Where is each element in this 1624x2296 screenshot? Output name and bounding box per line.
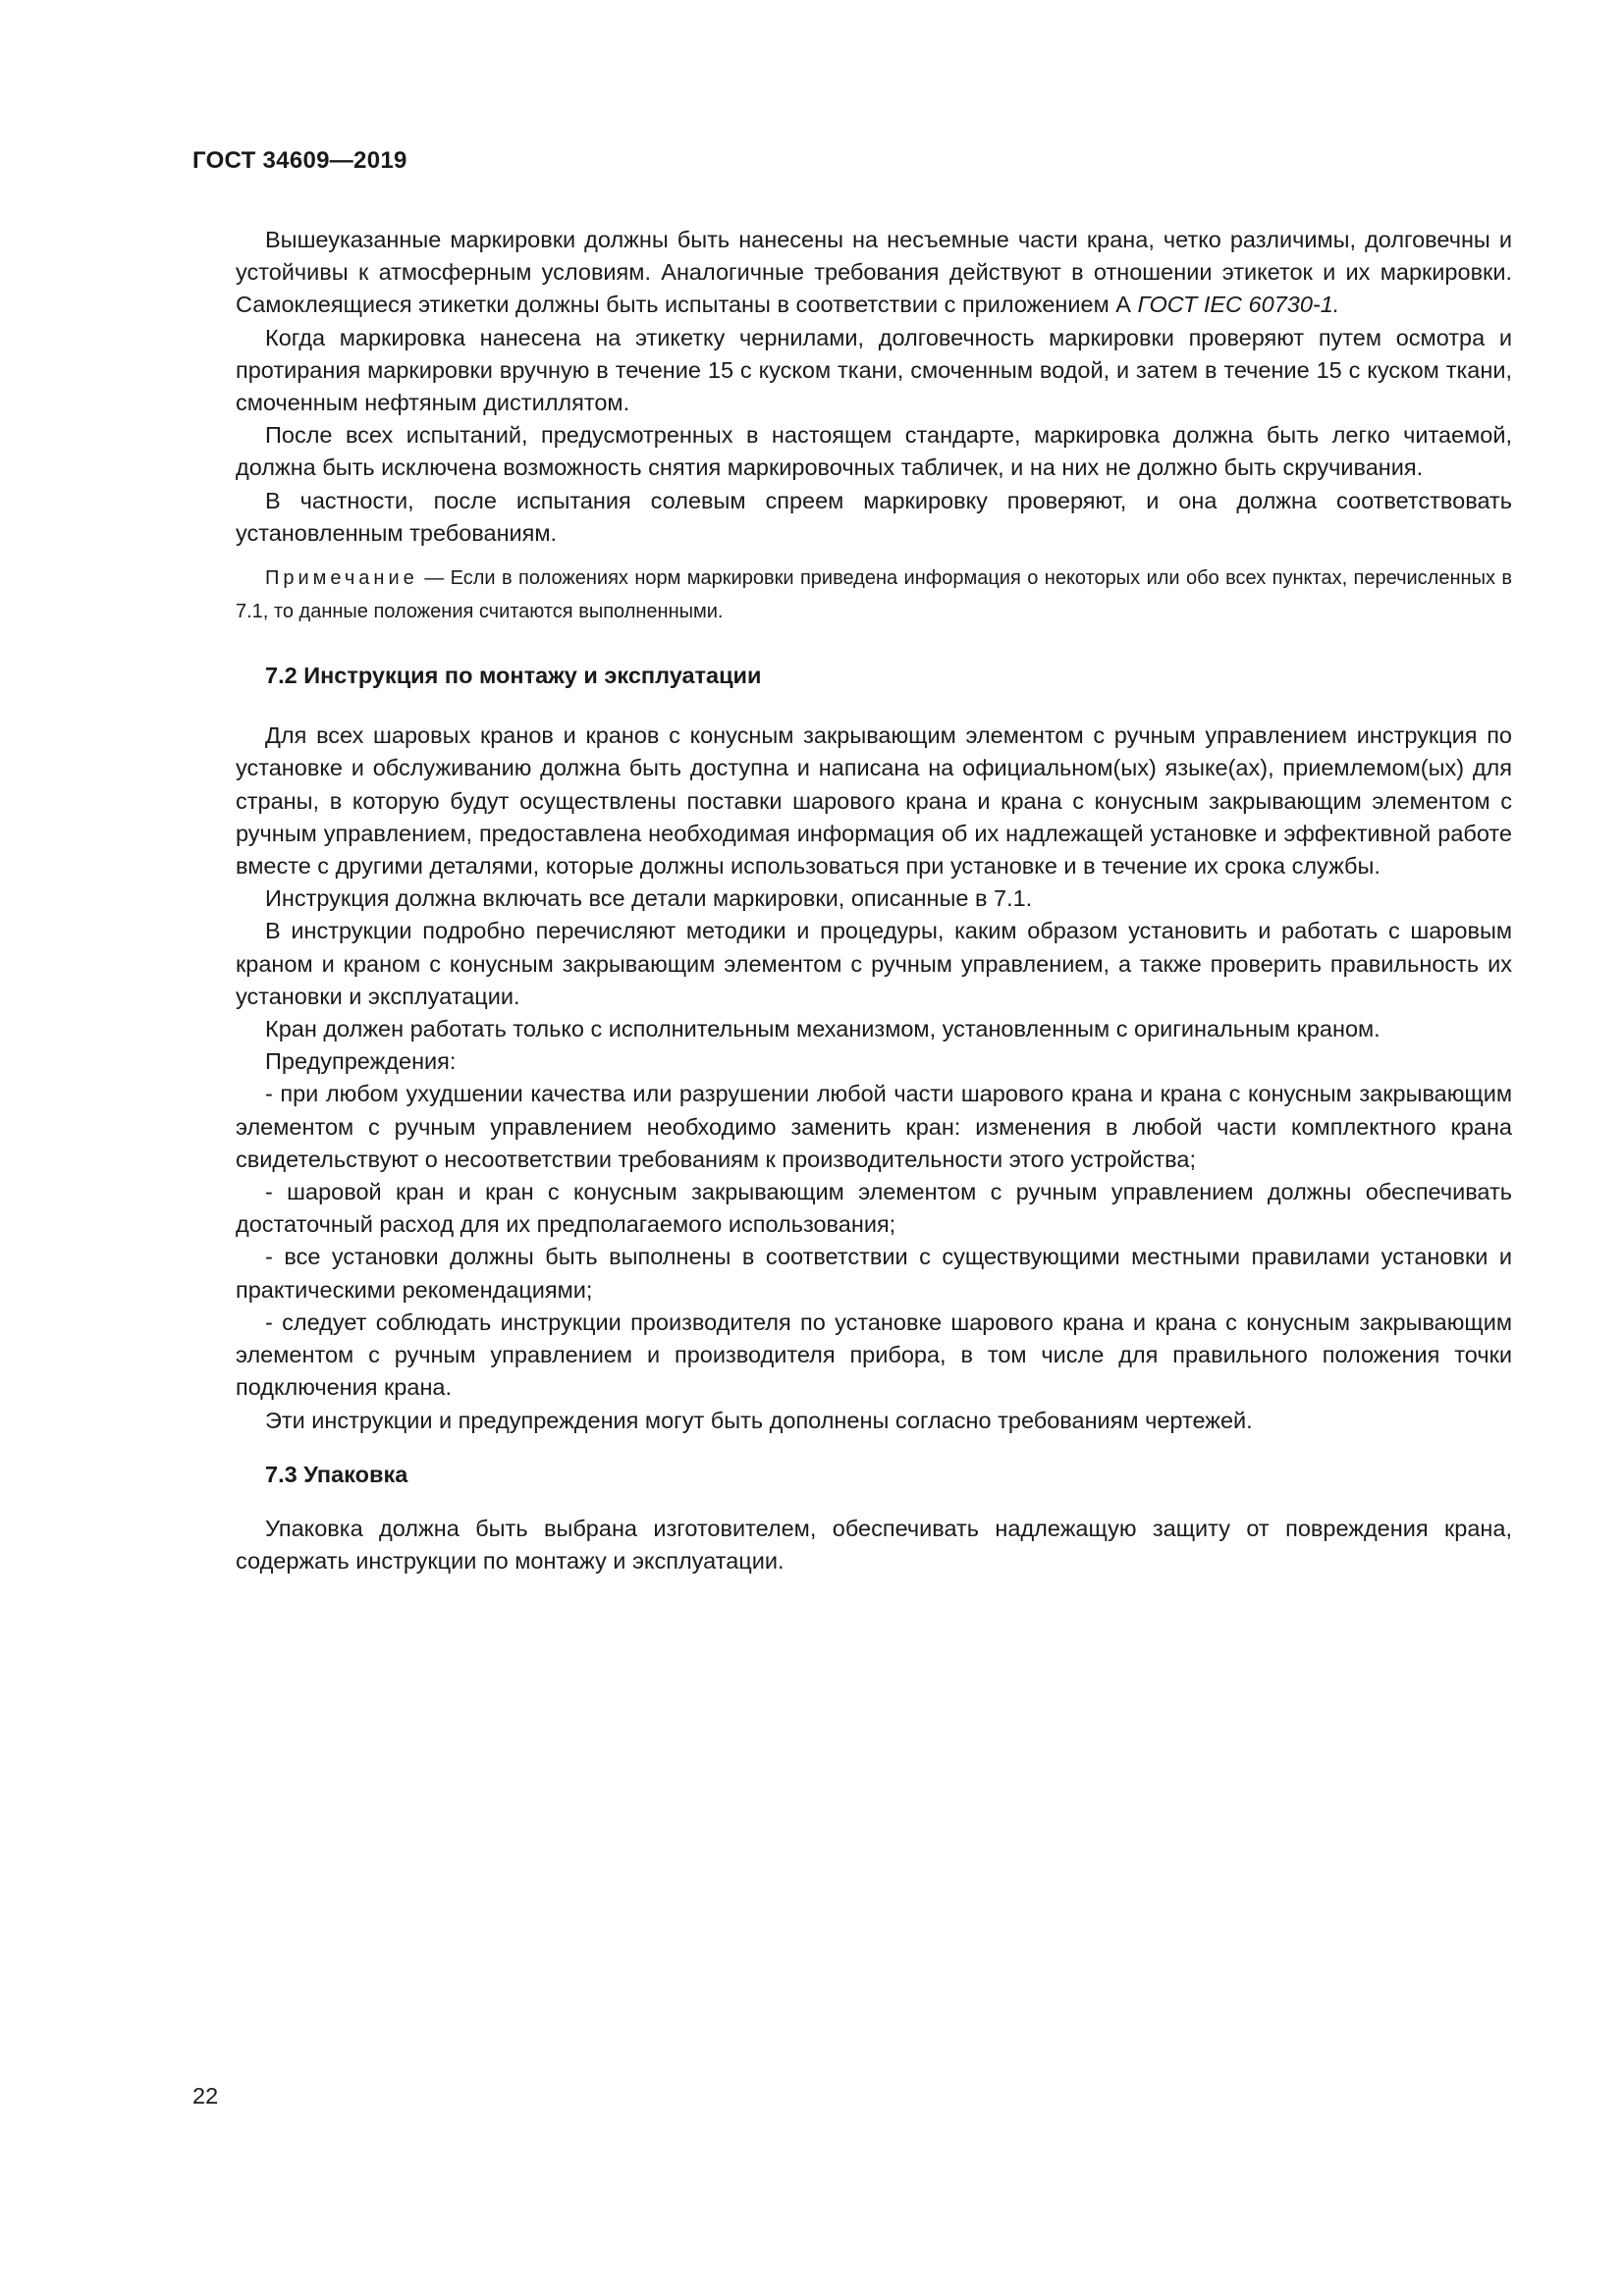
paragraph-drawings: Эти инструкции и предупреждения могут быть дополнены согласно требованиям чертежей. bbox=[265, 1407, 1253, 1433]
note-label: Примечание bbox=[265, 567, 418, 590]
note-text: — Если в положениях норм маркировки приведена информация о некоторых или обо всех пунктах, перечисленных в 7.1, то данные положения считаются выполненными. bbox=[236, 567, 1512, 623]
page-content bbox=[236, 224, 1512, 1577]
paragraph-after-tests: После всех испытаний, предусмотренных в настоящем стандарте, маркировка должна быть легко читаемой, должна быть исключена возможность снятия маркировочных табличек, и на них не должно быть скручивания. bbox=[236, 422, 1512, 481]
page-number: 22 bbox=[192, 2083, 219, 2109]
paragraph-salt-spray: В частности, после испытания солевым спреем маркировку проверяют, и она должна соответствовать установленным требованиям. bbox=[236, 487, 1512, 546]
warning-item: - все установки должны быть выполнены в соответствии с существующими местными правилами установки и практическими рекомендациями; bbox=[236, 1244, 1512, 1303]
paragraph-marking-requirements bbox=[236, 224, 1512, 322]
paragraph-actuator: Кран должен работать только с исполнительным механизмом, установленным с оригинальным краном. bbox=[265, 1016, 1380, 1042]
warning-item: - при любом ухудшении качества или разрушении любой части шарового крана и крана с конусным закрывающим элементом с ручным управлением необходимо заменить кран: изменения в любой части комплектного крана свидетельствуют о несоответствии требованиям к производительности этого устройства; bbox=[236, 1081, 1512, 1172]
section-heading-7-2: 7.2 Инструкция по монтажу и эксплуатации bbox=[265, 663, 762, 689]
warning-item: - шаровой кран и кран с конусным закрывающим элементом с ручным управлением должны обеспечивать достаточный расход для их предполагаемого использования; bbox=[236, 1179, 1512, 1238]
note bbox=[236, 561, 1512, 628]
warnings-title: Предупреждения: bbox=[265, 1048, 457, 1075]
document-header: ГОСТ 34609—2019 bbox=[192, 147, 407, 174]
paragraph-marking-requirements-text: Вышеуказанные маркировки должны быть нанесены на несъемные части крана, четко различимы, долговечны и устойчивы к атмосферным условиям. Аналогичные требования действуют в отношении этикеток и их маркировки. Самоклеящиеся этикетки должны быть испытаны в соответствии с приложением А bbox=[236, 227, 1512, 318]
section-heading-7-3: 7.3 Упаковка bbox=[265, 1461, 408, 1487]
paragraph-ink-durability: Когда маркировка нанесена на этикетку чернилами, долговечность маркировки проверяют путем осмотра и протирания маркировки вручную в течение 15 с куском ткани, смоченным водой, и затем в течение 15 с куском ткани, смоченным нефтяным дистиллятом. bbox=[236, 324, 1512, 416]
warning-item: - следует соблюдать инструкции производителя по установке шарового крана и крана с конусным закрывающим элементом с ручным управлением и производителя прибора, в том числе для правильного положения точки подключения крана. bbox=[236, 1308, 1512, 1401]
paragraph-instruction-procedures: В инструкции подробно перечисляют методики и процедуры, каким образом установить и работать с шаровым краном и краном с конусным закрывающим элементом с ручным управлением, а также проверить правильность их установки и эксплуатации. bbox=[236, 918, 1512, 1009]
paragraph-instruction-availability: Для всех шаровых кранов и кранов с конусным закрывающим элементом с ручным управлением инструкция по установке и обслуживанию должна быть доступна и написана на официальном(ых) языке(ах), приемлемом(ых) для страны, в которую будут осуществлены поставки шарового крана и крана с конусным закрывающим элементом с ручным управлением, предоставлена необходимая информация об их надлежащей установке и эффективной работе вместе с другими деталями, которые должны использоваться при установке и в течение их срока службы. bbox=[236, 722, 1512, 880]
paragraph-packaging: Упаковка должна быть выбрана изготовителем, обеспечивать надлежащую защиту от повреждения крана, содержать инструкции по монтажу и эксплуатации. bbox=[236, 1515, 1512, 1575]
standard-reference: ГОСТ IEC 60730-1. bbox=[1137, 292, 1340, 318]
paragraph-instruction-marking: Инструкция должна включать все детали маркировки, описанные в 7.1. bbox=[265, 885, 1033, 912]
